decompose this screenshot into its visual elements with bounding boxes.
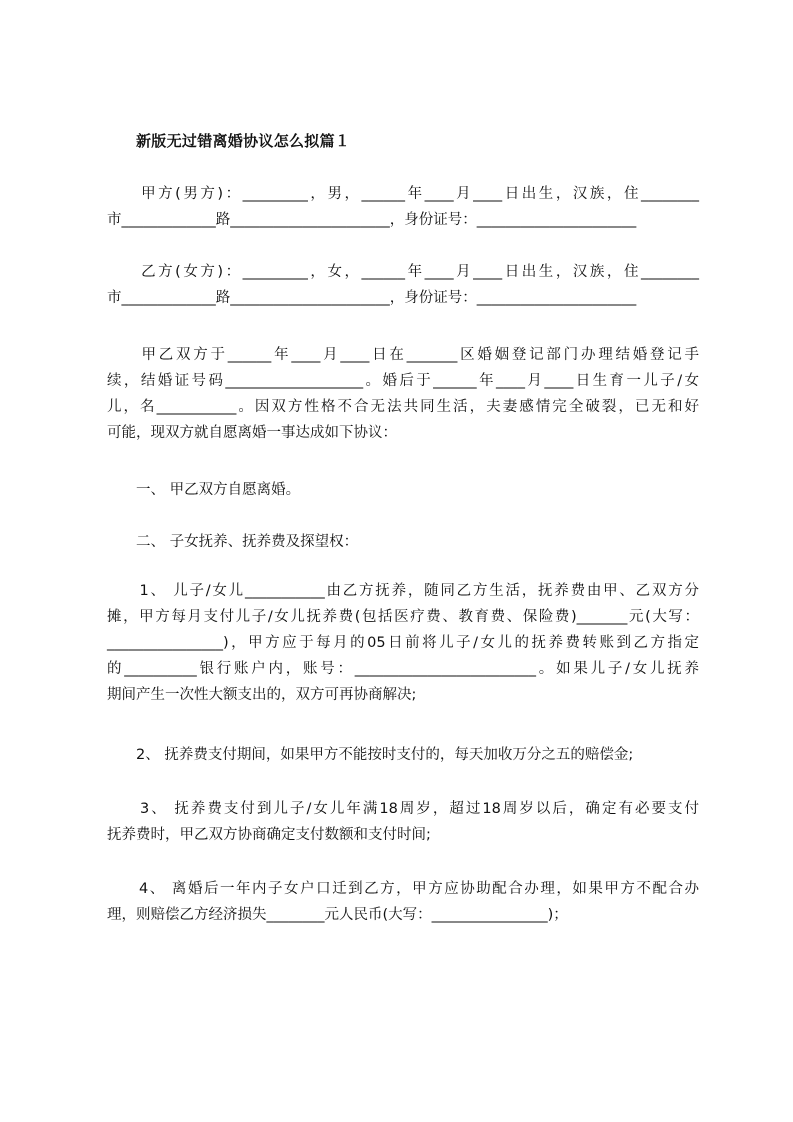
party-b-line-1: 乙方(女方)：_________，女，______年____月____日出生，汉族，住________: [107, 264, 699, 280]
item-four-line-1: 4、 离婚后一年内子女户口迁到乙方，甲方应协助配合办理，如果甲方不配合办: [107, 881, 699, 897]
party-b-paragraph: [107, 259, 699, 311]
item-two-paragraph: [107, 742, 699, 768]
party-a-line-2: 市_____________路______________________，身份证号：______________________: [107, 212, 637, 228]
marriage-line-3: 儿，名___________。因双方性格不合无法共同生活，夫妻感情完全破裂，已无和好: [107, 399, 699, 415]
party-a-paragraph: [107, 181, 699, 233]
party-b-line-2: 市_____________路______________________，身份证号：______________________: [107, 290, 637, 306]
clause-two: [107, 529, 699, 555]
clause-two-text: 二、 子女抚养、抚养费及探望权：: [107, 534, 359, 550]
marriage-paragraph: [107, 342, 699, 446]
clause-one-text: 一、 甲乙双方自愿离婚。: [107, 482, 301, 498]
item-one-line-1: 1、 儿子/女儿___________由乙方抚养，随同乙方生活，抚养费由甲、乙双方分: [107, 583, 699, 599]
item-three-line-1: 3、 抚养费支付到儿子/女儿年满18周岁，超过18周岁以后，确定有必要支付: [107, 801, 699, 817]
marriage-line-2: 续，结婚证号码___________________。婚后于______年____月____日生育一儿子/女: [107, 373, 699, 389]
item-one-line-2: 摊，甲方每月支付儿子/女儿抚养费(包括医疗费、教育费、保险费)_______元(大写：: [107, 609, 699, 625]
marriage-line-1: 甲乙双方于______年____月____日在_______区婚姻登记部门办理结婚登记手: [107, 347, 699, 363]
item-one-line-3: ________________)，甲方应于每月的05日前将儿子/女儿的抚养费转账到乙方指定: [107, 635, 699, 651]
clause-one: [107, 477, 699, 503]
item-three-line-2: 抚养费时，甲乙双方协商确定支付数额和支付时间;: [107, 827, 431, 843]
item-four-line-2: 理，则赔偿乙方经济损失________元人民币(大写：________________)；: [107, 907, 568, 923]
item-four-paragraph: [107, 876, 699, 928]
item-two-text: 2、 抚养费支付期间，如果甲方不能按时支付的，每天加收万分之五的赔偿金;: [107, 747, 634, 763]
item-one-line-5: 期间产生一次性大额支出的，双方可再协商解决;: [107, 687, 417, 703]
marriage-line-4: 可能，现双方就自愿离婚一事达成如下协议：: [107, 425, 397, 441]
party-a-line-1: 甲方(男方)：_________，男，______年____月____日出生，汉族，住________: [107, 186, 699, 202]
document-title: 新版无过错离婚协议怎么拟篇１: [136, 132, 351, 150]
item-one-paragraph: [107, 578, 699, 708]
item-three-paragraph: [107, 796, 699, 848]
item-one-line-4: 的__________银行账户内，账号：_________________________。如果儿子/女儿抚养: [107, 661, 699, 677]
